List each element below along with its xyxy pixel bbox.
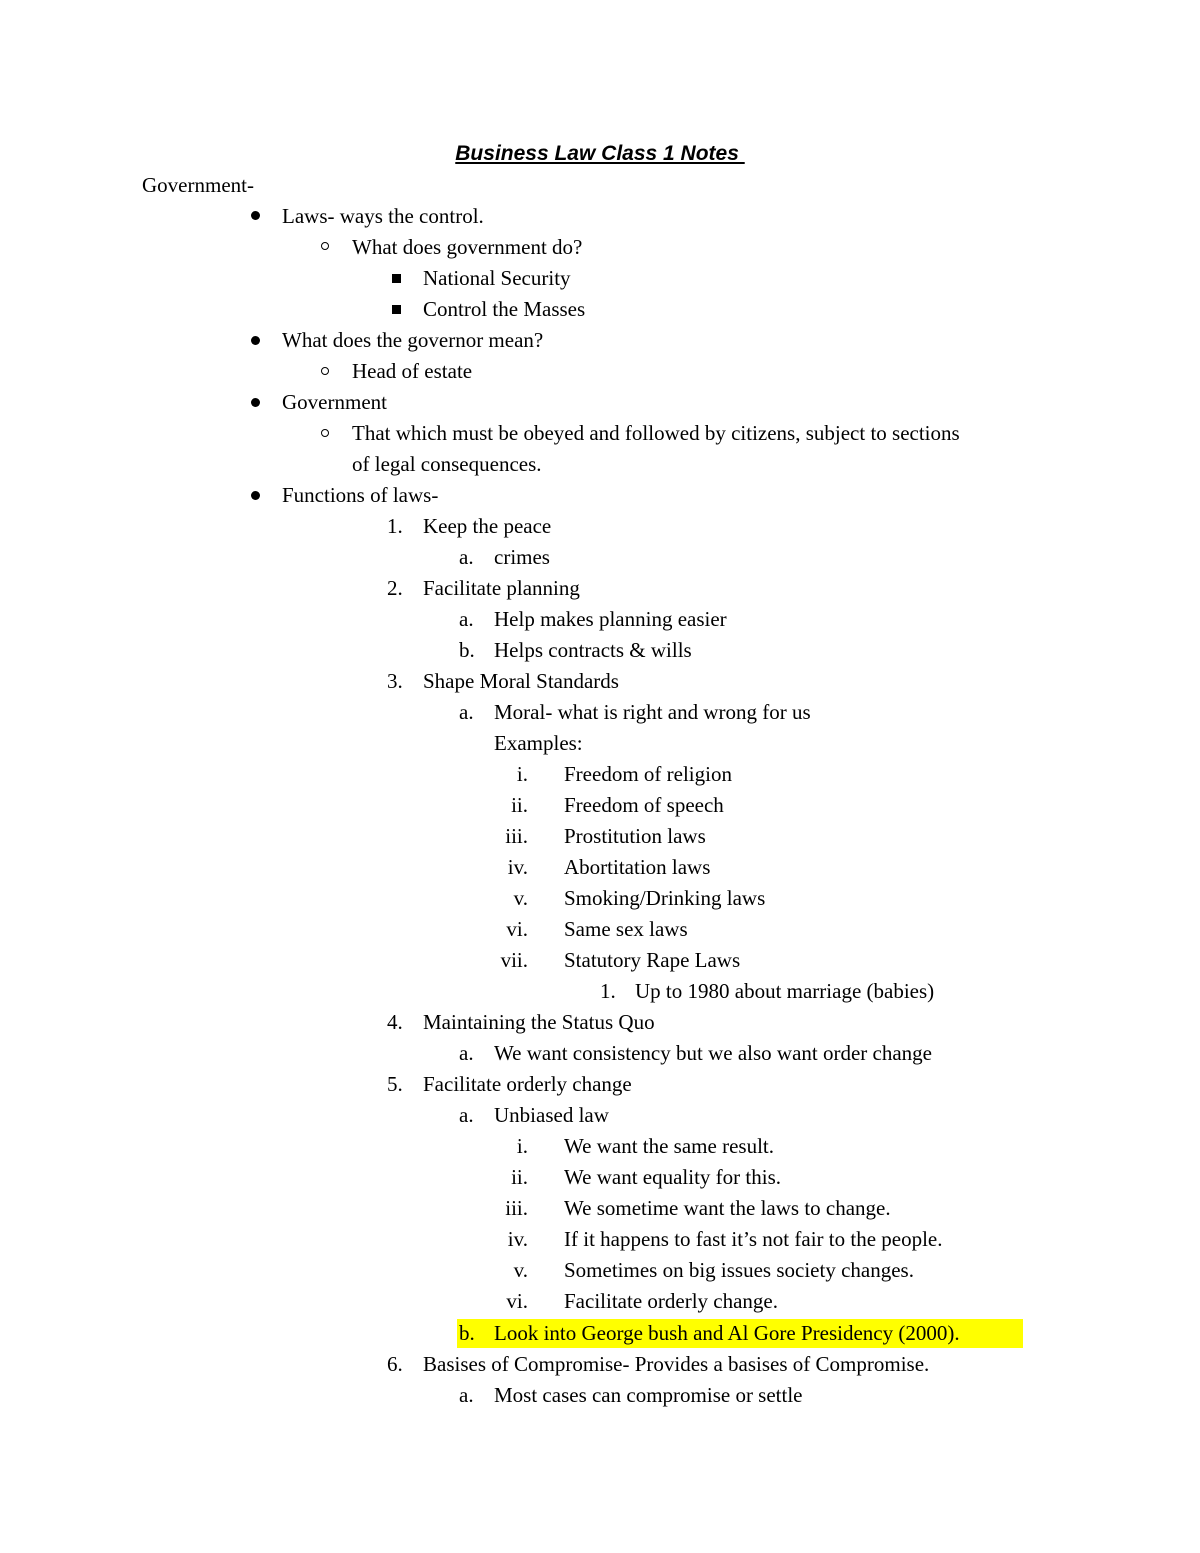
list-item: Laws- ways the control. bbox=[282, 204, 484, 228]
list-item: Head of estate bbox=[352, 359, 473, 383]
list-item: Unbiased law bbox=[494, 1103, 609, 1127]
bullet-square-icon bbox=[392, 305, 401, 314]
list-item: That which must be obeyed and followed by citizens, subject to sections bbox=[352, 421, 960, 445]
list-item: Statutory Rape Laws bbox=[564, 948, 741, 972]
list-item: National Security bbox=[423, 266, 571, 290]
list-item-continuation: Examples: bbox=[494, 731, 583, 755]
list-letter: a. bbox=[459, 545, 474, 569]
list-roman: vi. bbox=[506, 917, 528, 941]
list-roman: i. bbox=[516, 1134, 528, 1158]
list-item: Helps contracts & wills bbox=[494, 638, 692, 662]
list-item: Smoking/Drinking laws bbox=[564, 886, 766, 910]
list-item: Basises of Compromise- Provides a basises of Compromise. bbox=[423, 1352, 930, 1376]
list-number: 2. bbox=[387, 576, 403, 600]
list-roman: i. bbox=[516, 762, 528, 786]
list-letter: b. bbox=[459, 1321, 475, 1345]
list-roman: iv. bbox=[507, 855, 528, 879]
list-roman: v. bbox=[513, 1258, 528, 1282]
list-item: Sometimes on big issues society changes. bbox=[564, 1258, 914, 1282]
list-item: Facilitate orderly change. bbox=[564, 1289, 778, 1313]
list-item: We sometime want the laws to change. bbox=[564, 1196, 891, 1220]
bullet-circle-icon bbox=[321, 242, 329, 250]
list-item: We want equality for this. bbox=[564, 1165, 782, 1189]
list-item: What does the governor mean? bbox=[282, 328, 544, 352]
list-roman: iii. bbox=[505, 824, 528, 848]
bullet-disc-icon bbox=[251, 211, 260, 220]
bullet-disc-icon bbox=[251, 336, 260, 345]
list-item: Facilitate planning bbox=[423, 576, 580, 600]
list-letter: a. bbox=[459, 1103, 474, 1127]
list-item: What does government do? bbox=[352, 235, 583, 259]
list-item: Same sex laws bbox=[564, 917, 688, 941]
list-roman: ii. bbox=[511, 793, 528, 817]
list-item: Freedom of religion bbox=[564, 762, 732, 786]
list-item: Facilitate orderly change bbox=[423, 1072, 632, 1096]
list-item: Most cases can compromise or settle bbox=[494, 1383, 803, 1407]
list-number: 1. bbox=[387, 514, 403, 538]
list-letter: a. bbox=[459, 700, 474, 724]
list-letter: a. bbox=[459, 1041, 474, 1065]
list-letter: b. bbox=[459, 638, 475, 662]
list-item: Freedom of speech bbox=[564, 793, 724, 817]
list-item: Help makes planning easier bbox=[494, 607, 727, 631]
list-item: If it happens to fast it’s not fair to the people. bbox=[564, 1227, 943, 1251]
list-item: Maintaining the Status Quo bbox=[423, 1010, 655, 1034]
list-item: We want consistency but we also want order change bbox=[494, 1041, 932, 1065]
list-letter: a. bbox=[459, 1383, 474, 1407]
list-roman: iv. bbox=[507, 1227, 528, 1251]
list-item: Moral- what is right and wrong for us bbox=[494, 700, 811, 724]
list-number: 5. bbox=[387, 1072, 403, 1096]
list-roman: iii. bbox=[505, 1196, 528, 1220]
list-number: 4. bbox=[387, 1010, 403, 1034]
bullet-circle-icon bbox=[321, 367, 329, 375]
bullet-circle-icon bbox=[321, 429, 329, 437]
highlighted-list-item: Look into George bush and Al Gore Presidency (2000). bbox=[494, 1321, 960, 1345]
list-number: 3. bbox=[387, 669, 403, 693]
section-heading-government: Government- bbox=[142, 173, 254, 197]
list-item: Government bbox=[282, 390, 387, 414]
list-letter: a. bbox=[459, 607, 474, 631]
list-item-continuation: of legal consequences. bbox=[352, 452, 542, 476]
list-item: We want the same result. bbox=[564, 1134, 774, 1158]
list-item: Prostitution laws bbox=[564, 824, 706, 848]
list-roman: ii. bbox=[511, 1165, 528, 1189]
list-roman: vi. bbox=[506, 1289, 528, 1313]
list-item: Control the Masses bbox=[423, 297, 586, 321]
list-item: Up to 1980 about marriage (babies) bbox=[635, 979, 935, 1003]
bullet-disc-icon bbox=[251, 398, 260, 407]
list-number: 1. bbox=[600, 979, 616, 1003]
list-item: Abortitation laws bbox=[564, 855, 711, 879]
bullet-disc-icon bbox=[251, 491, 260, 500]
list-item: crimes bbox=[494, 545, 550, 569]
bullet-square-icon bbox=[392, 274, 401, 283]
list-roman: vii. bbox=[500, 948, 528, 972]
list-item: Keep the peace bbox=[423, 514, 552, 538]
list-item: Shape Moral Standards bbox=[423, 669, 619, 693]
page-title: Business Law Class 1 Notes bbox=[455, 142, 745, 165]
list-roman: v. bbox=[513, 886, 528, 910]
list-number: 6. bbox=[387, 1352, 403, 1376]
list-item: Functions of laws- bbox=[282, 483, 439, 507]
